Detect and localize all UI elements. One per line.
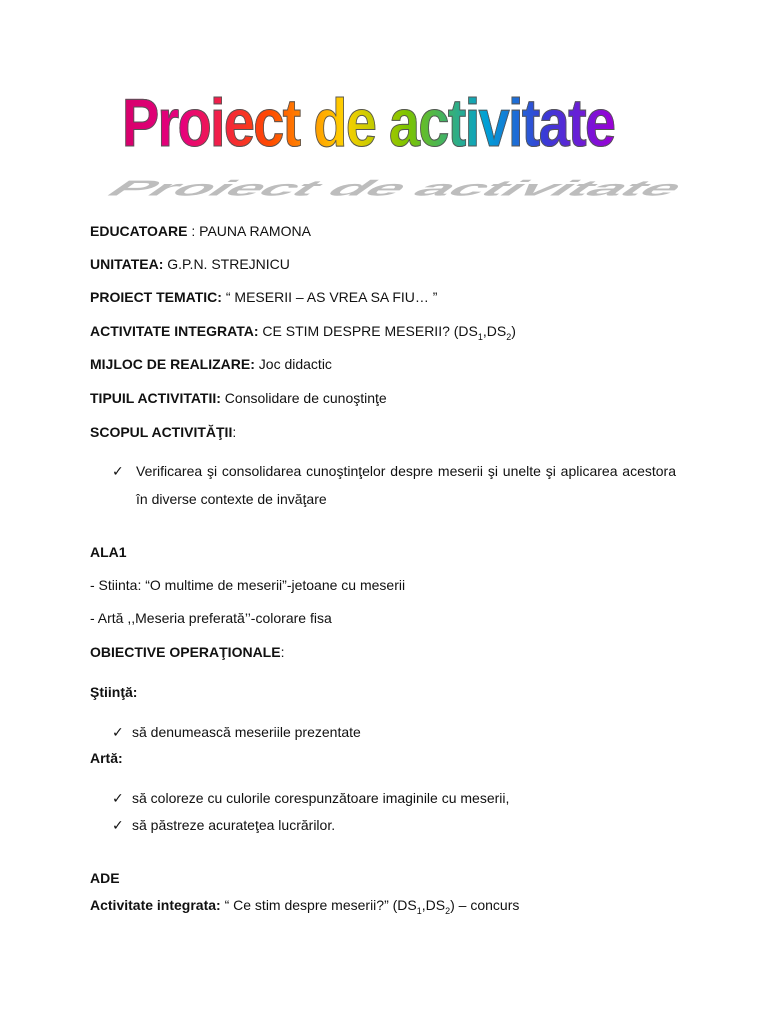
activitate-sub1: 1 — [477, 331, 483, 342]
ade-sub2: 2 — [445, 905, 451, 916]
obiective-colon: : — [280, 644, 285, 660]
activitate-value-c: ) — [511, 323, 516, 339]
arta-item-2-text: să păstreze acurateţea lucrărilor. — [132, 817, 336, 833]
arta-list-item-2 — [112, 817, 335, 834]
arta-label: Artă: — [90, 750, 123, 766]
unitatea-value: G.P.N. STREJNICU — [163, 256, 290, 272]
ade-value-b: ,DS — [421, 897, 446, 913]
arta-item-1-text: să coloreze cu culorile corespunzătoare imaginile cu meserii, — [132, 790, 510, 806]
mijloc-line — [90, 356, 332, 372]
obiective-heading: OBIECTIVE OPERAŢIONALE — [90, 644, 281, 660]
unitatea-label: UNITATEA: — [90, 256, 164, 272]
title-shadow: Proiect de activitate — [96, 176, 696, 201]
mijloc-value: Joc didactic — [254, 356, 332, 372]
ala1-heading: ALA1 — [90, 544, 127, 560]
scopul-label: SCOPUL ACTIVITĂŢII — [90, 424, 233, 440]
proiect-label: PROIECT TEMATIC: — [90, 289, 222, 305]
proiect-line — [90, 289, 437, 305]
stiinta-item-text: să denumească meseriile prezentate — [132, 724, 361, 740]
ade-value: “ Ce stim despre meserii?” (DS — [220, 897, 417, 913]
ade-sub1: 1 — [416, 905, 422, 916]
ala1-item-arta: - Artă ,,Meseria preferată’’-colorare fisa — [90, 610, 332, 626]
proiect-value: “ MESERII – AS VREA SA FIU… ” — [221, 289, 438, 305]
educatoare-label: EDUCATOARE — [90, 223, 188, 239]
activitate-value-b: ,DS — [482, 323, 507, 339]
educatoare-line — [90, 223, 311, 239]
stiinta-label: Ştiinţă: — [90, 684, 138, 700]
activitate-line — [90, 323, 516, 342]
unitatea-line — [90, 256, 290, 272]
document-title — [88, 82, 696, 201]
activitate-value: CE STIM DESPRE MESERII? (DS — [258, 323, 478, 339]
title-text: Proiect de activitate — [122, 85, 615, 161]
ade-heading: ADE — [90, 870, 120, 886]
mijloc-label: MIJLOC DE REALIZARE: — [90, 356, 255, 372]
tipul-line — [90, 390, 387, 406]
obiective-line — [90, 644, 284, 660]
scopul-line — [90, 424, 236, 440]
activitate-label: ACTIVITATE INTEGRATA: — [90, 323, 259, 339]
scopul-colon: : — [232, 424, 237, 440]
tipul-value: Consolidare de cunoştinţe — [220, 390, 387, 406]
ala1-item-stiinta: - Stiinta: “O multime de meserii”-jetoane cu meserii — [90, 577, 406, 593]
check-icon: ✓ — [112, 463, 124, 479]
scopul-text: Verificarea şi consolidarea cunoştinţelor despre meserii şi unelte şi aplicarea acestora în diverse contexte de invăţare — [136, 463, 676, 507]
tipul-label: TIPUIL ACTIVITATII: — [90, 390, 221, 406]
check-icon: ✓ — [112, 817, 124, 833]
stiinta-list-item — [112, 724, 361, 741]
arta-list-item-1 — [112, 790, 509, 807]
ade-value-c: ) – concurs — [450, 897, 520, 913]
ade-label: Activitate integrata: — [90, 897, 221, 913]
ade-line — [90, 897, 519, 916]
check-icon: ✓ — [112, 724, 124, 740]
educatoare-value: : PAUNA RAMONA — [187, 223, 311, 239]
activitate-sub2: 2 — [506, 331, 512, 342]
check-icon: ✓ — [112, 790, 124, 806]
